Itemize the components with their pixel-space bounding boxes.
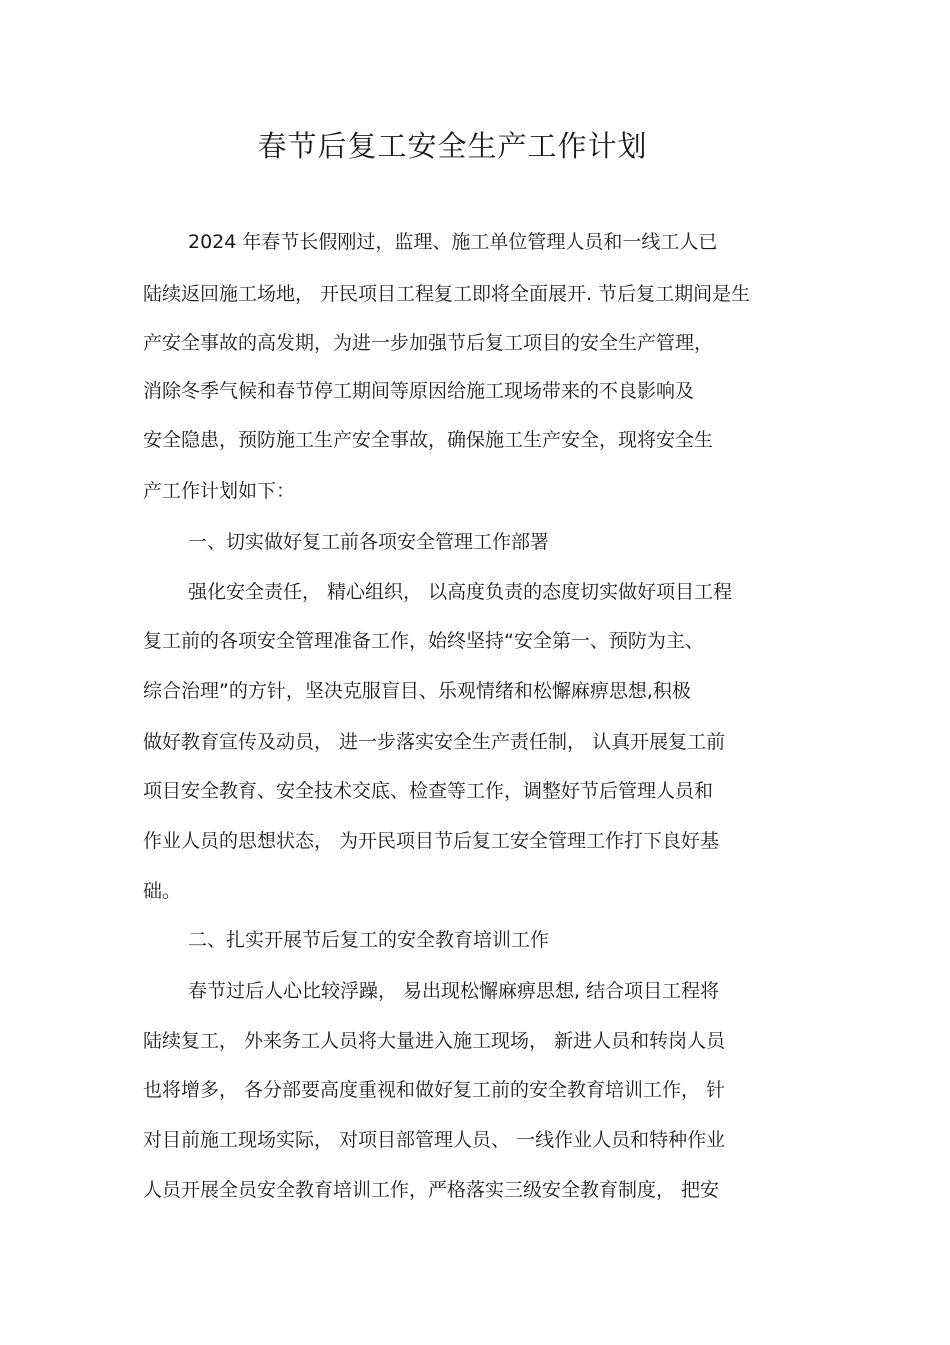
paragraph-line: 项目安全教育、安全技术交底、检查等工作，调整好节后管理人员和 — [143, 780, 714, 802]
paragraph-line: 对目前施工现场实际， 对项目部管理人员、 一线作业人员和特种作业 — [143, 1129, 726, 1151]
paragraph-line: 也将增多， 各分部要高度重视和做好复工前的安全教育培训工作， 针 — [143, 1079, 726, 1101]
section-heading: 一、切实做好复工前各项安全管理工作部署 — [188, 531, 550, 553]
paragraph-line: 春节过后人心比较浮躁， 易出现松懈麻痹思想, 结合项目工程将 — [188, 980, 720, 1002]
paragraph-line: 做好教育宣传及动员， 进一步落实安全生产责任制， 认真开展复工前 — [143, 731, 726, 753]
paragraph-line: 陆续返回施工场地， 开民项目工程复工即将全面展开. 节后复工期间是生 — [143, 283, 751, 305]
paragraph-line: 安全隐患，预防施工生产安全事故，确保施工生产安全，现将安全生 — [143, 429, 714, 451]
paragraph-line: 础。 — [143, 880, 182, 902]
paragraph-line: 作业人员的思想状态， 为开民项目节后复工安全管理工作打下良好基 — [143, 830, 720, 852]
paragraph-line: 复工前的各项安全管理准备工作，始终坚持“安全第一、预防为主、 — [143, 630, 704, 652]
paragraph-line: 2024 年春节长假刚过，监理、施工单位管理人员和一线工人已 — [188, 231, 718, 253]
section-heading: 二、扎实开展节后复工的安全教育培训工作 — [188, 929, 550, 951]
paragraph-line: 强化安全责任， 精心组织， 以高度负责的态度切实做好项目工程 — [188, 581, 733, 603]
paragraph-line: 产工作计划如下： — [143, 480, 296, 502]
paragraph-line: 综合治理”的方针，坚决克服盲目、乐观情绪和松懈麻痹思想,积极 — [143, 680, 691, 702]
paragraph-line: 陆续复工， 外来务工人员将大量进入施工现场， 新进人员和转岗人员 — [143, 1030, 726, 1052]
paragraph-line: 人员开展全员安全教育培训工作，严格落实三级安全教育制度， 把安 — [143, 1179, 720, 1201]
paragraph-line: 消除冬季气候和春节停工期间等原因给施工现场带来的不良影响及 — [143, 380, 695, 402]
document-title: 春节后复工安全生产工作计划 — [257, 129, 648, 163]
paragraph-line: 产安全事故的高发期，为进一步加强节后复工项目的安全生产管理， — [143, 332, 714, 354]
